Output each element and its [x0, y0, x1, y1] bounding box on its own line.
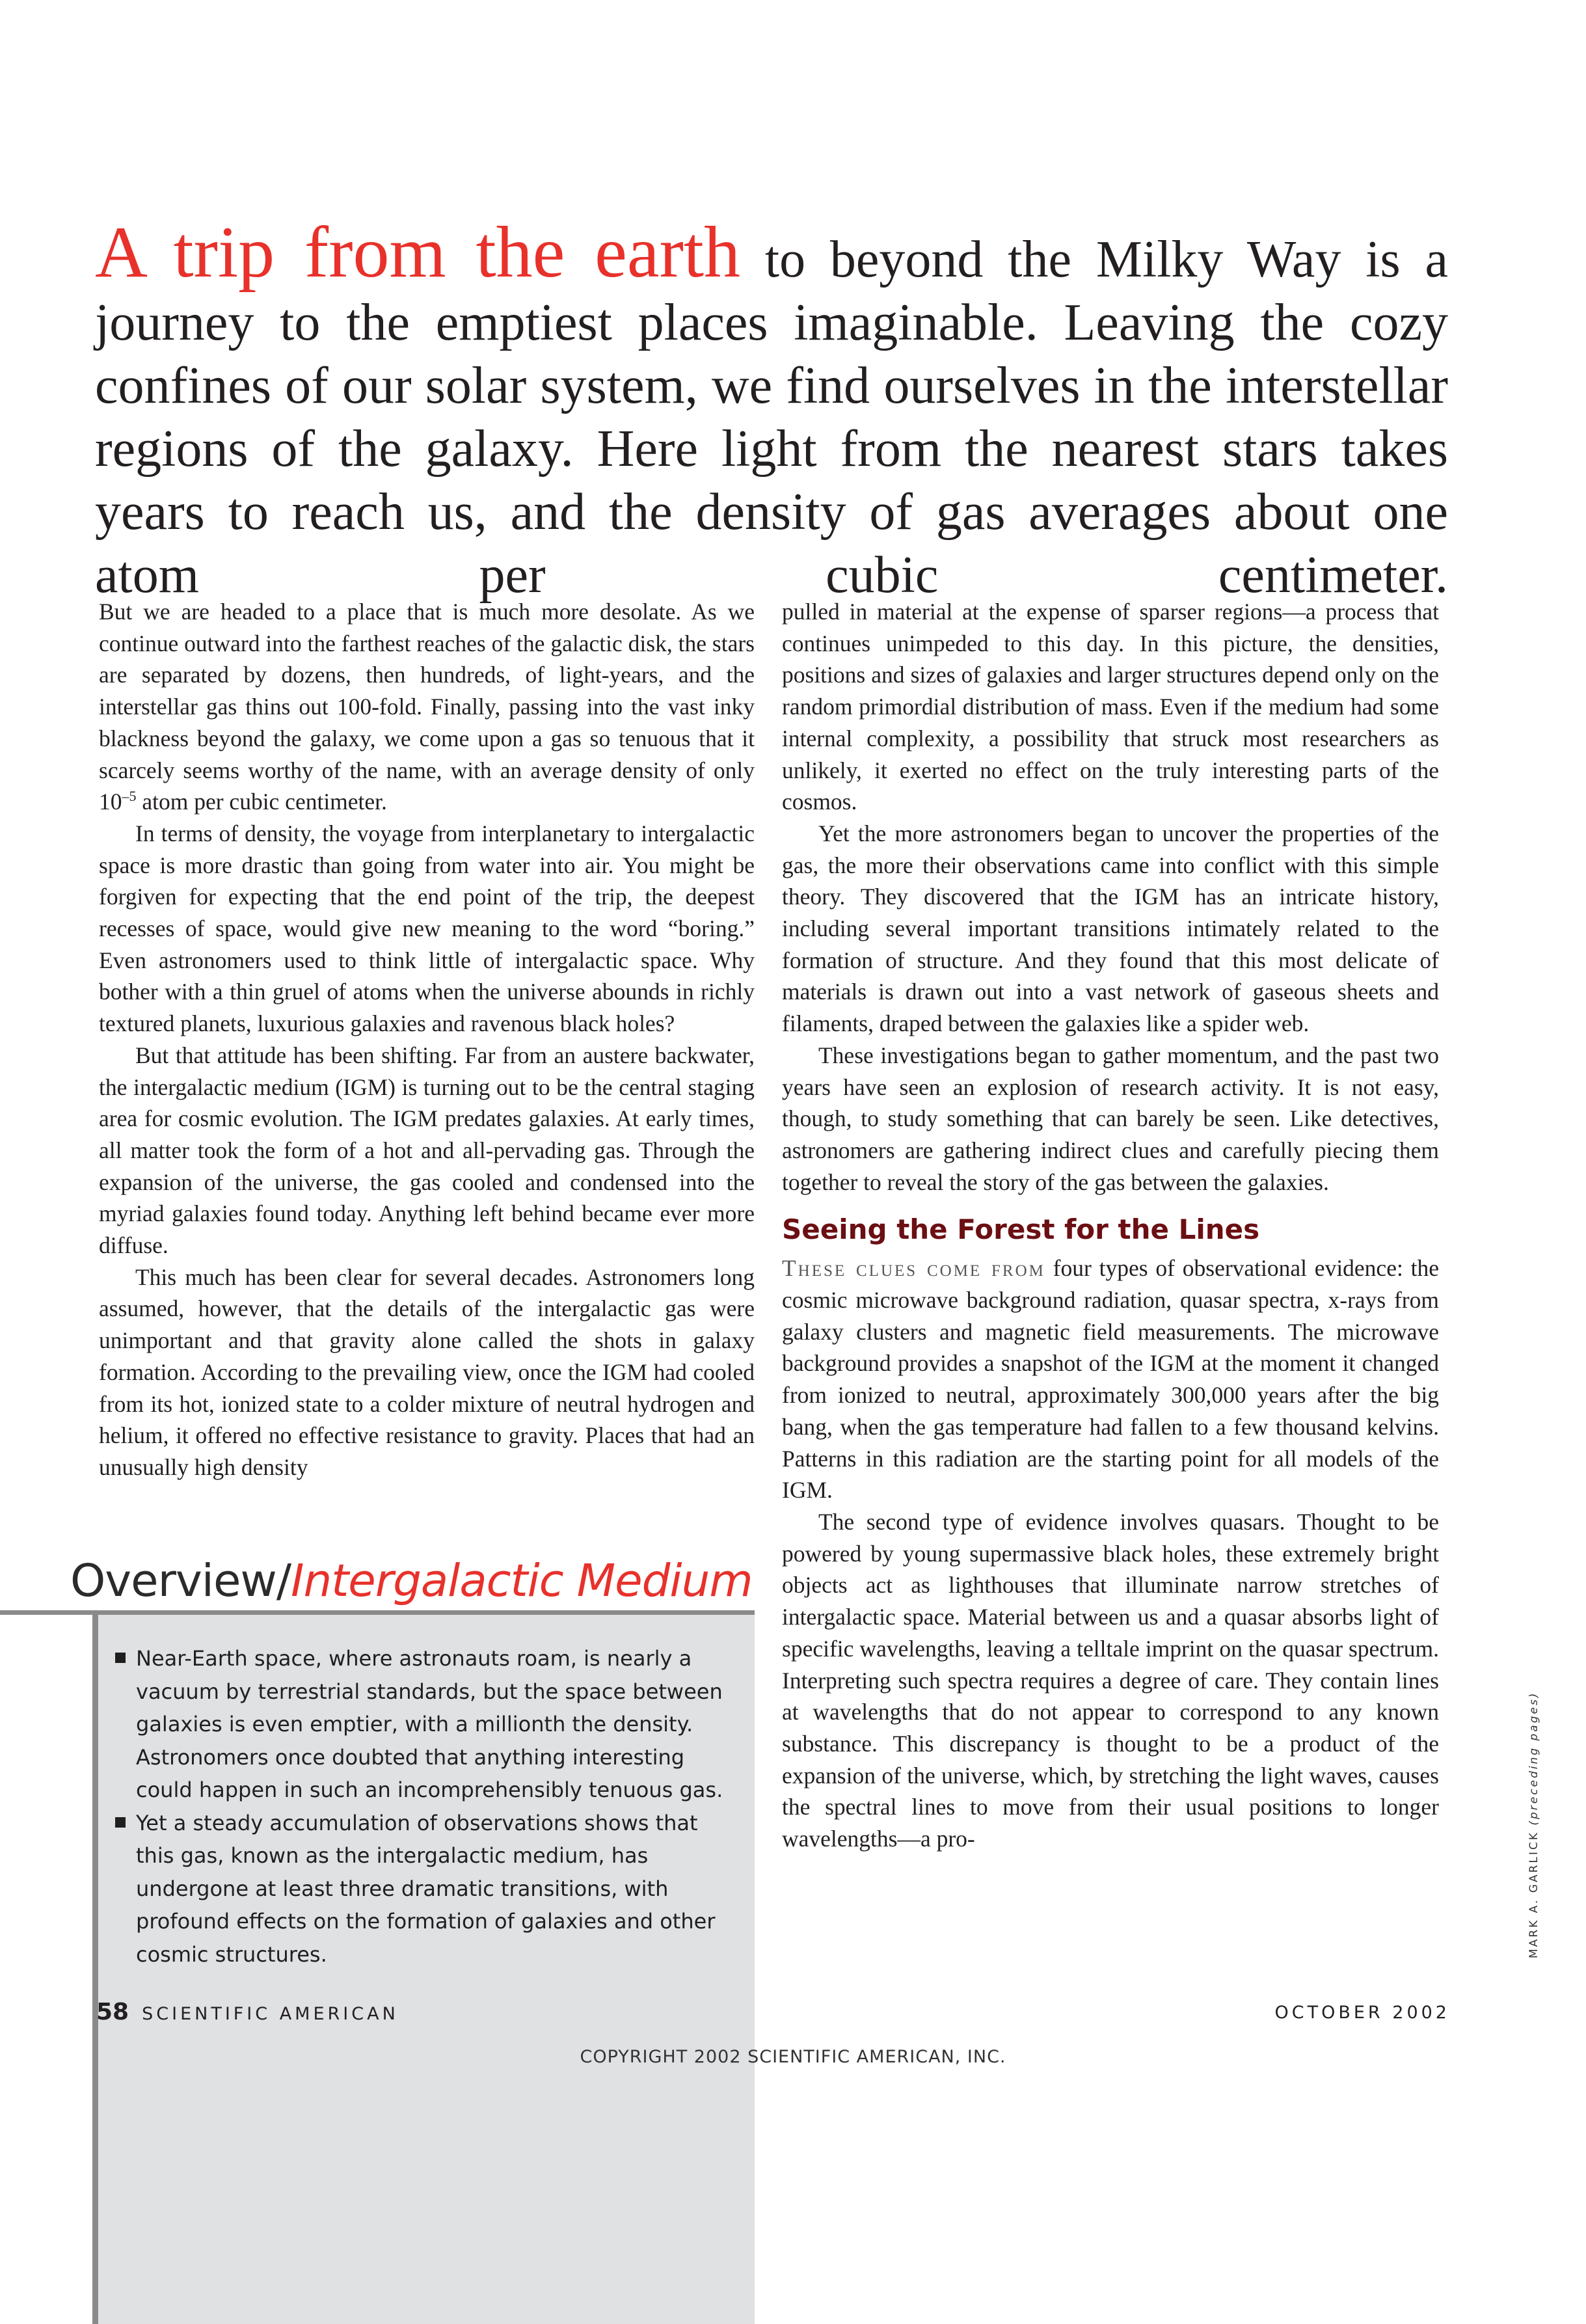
body-text: four types of observational evidence: the cosmic microwave background radiation, quasar spectra, x-rays from galaxy clusters and magnetic field measurements. The microwave background provides a snapshot of the IGM at the moment it changed from ionized to neutral, approximately 300,000 years after the big bang, when the gas temperature had fallen to a few thousand kelvins. Patterns in this radiation are the starting point for all models of the IGM.: [782, 1255, 1439, 1504]
photo-credit: [1527, 1692, 1540, 1958]
body-paragraph: But that attitude has been shifting. Far from an austere backwater, the intergalactic medium (IGM) is turning out to be the central staging area for cosmic evolution. The IGM predates galaxies. At early times, all matter took the form of a hot and all-pervading gas. Through the expansion of the universe, the gas cooled and condensed into the myriad galaxies found today. Anything left behind became ever more diffuse.: [99, 1042, 755, 1259]
body-paragraph: These investigations began to gather momentum, and the past two years have seen an explosion of research activity. It is not easy, though, to study something that can barely be seen. Like detectives, astronomers are gathering indirect clues and carefully piecing them together to reveal the story of the gas between the galaxies.: [782, 1042, 1439, 1195]
intro-paragraph: [95, 212, 1449, 607]
body-paragraph: [782, 1252, 1439, 1506]
credit-name: MARK A. GARLICK: [1527, 1831, 1540, 1958]
overview-list: [120, 1642, 729, 1971]
overview-bullet-text: Near-Earth space, where astronauts roam, is nearly a vacuum by terrestrial standards, but the space between galaxies is even emptier, with a millionth the density. Astronomers once doubted that anything interesting could happen in such an incomprehensibly tenuous gas.: [136, 1646, 723, 1802]
lead-in: These clues come from: [782, 1255, 1045, 1282]
body-paragraph: The second type of evidence involves quasars. Thought to be powered by young supermassive black holes, these extremely bright objects act as lighthouses that illuminate narrow stretches of intergalactic space. Material between us and a quasar absorbs light of specific wavelengths, leaving a telltale imprint on the quasar spectrum. Interpreting such spectra requires a degree of care. They contain lines at wavelengths that do not appear to correspond to any known substance. This discrepancy is thought to be a product of the expansion of the universe, which, by stretching the light waves, causes the spectral lines to move from their usual positions to longer wavelengths—a pro-: [782, 1508, 1439, 1852]
body-text: But we are headed to a place that is much more desolate. As we continue outward into the farthest reaches of the galactic disk, the stars are separated by dozens, then hundreds, of light-years, and the interstellar gas thins out 100-fold. Finally, passing into the vast inky blackness beyond the galaxy, we come upon a gas so tenuous that it scarcely seems worthy of the name, with an average density of only 10: [99, 599, 755, 815]
folio: [96, 1999, 399, 2025]
body-column-left: [99, 596, 755, 1483]
overview-label: Overview/: [70, 1555, 291, 1607]
overview-bullet-text: Yet a steady accumulation of observations shows that this gas, known as the intergalactic medium, has undergone at least three dramatic transitions, with profound effects on the formation of galaxies and other cosmic structures.: [136, 1810, 716, 1967]
body-paragraph: Yet the more astronomers began to uncover the properties of the gas, the more their observations came into conflict with this simple theory. They discovered that the IGM has an intricate history, including several important transitions intimately related to the formation of structure. And they found that this most delicate of materials is drawn out into a vast network of gaseous sheets and filaments, draped between the galaxies like a spider web.: [782, 820, 1439, 1037]
body-paragraph: In terms of density, the voyage from interplanetary to intergalactic space is more drastic than going from water into air. You might be forgiven for expecting that the end point of the trip, the deepest recesses of space, would give new meaning to the word “boring.” Even astronomers used to think little of intergalactic space. Why bother with a thin gruel of atoms when the universe abounds in richly textured planets, luxurious galaxies and ravenous black holes?: [99, 820, 755, 1037]
intro-text: to beyond the Milky Way is a journey to the emptiest places imaginable. Leaving the cozy confines of our solar system, we find ourselves in the interstellar regions of the galaxy. Here light from the nearest stars takes years to reach us, and the density of gas averages about one atom per cubic centimeter.: [95, 231, 1449, 604]
bullet-square-icon: [115, 1653, 126, 1663]
section-heading: Seeing the Forest for the Lines: [782, 1213, 1260, 1246]
exponent: –5: [122, 788, 137, 805]
overview-bullet: [120, 1642, 729, 1807]
issue-date: OCTOBER 2002: [1274, 2003, 1450, 2023]
credit-note: (preceding pages): [1527, 1691, 1540, 1826]
body-paragraph: pulled in material at the expense of sparser regions—a process that continues unimpeded to this day. In this picture, the densities, positions and sizes of galaxies and larger structures depend only on the random primordial distribution of mass. Even if the medium had some internal complexity, a possibility that struck most researchers as unlikely, it exerted no effect on the truly interesting parts of the cosmos.: [782, 599, 1439, 815]
publication-name: SCIENTIFIC AMERICAN: [142, 2004, 399, 2024]
body-text: atom per cubic centimeter.: [136, 789, 387, 815]
intro-lead: A trip from the earth: [95, 212, 740, 293]
overview-category: Intergalactic Medium: [291, 1555, 753, 1607]
body-paragraph: [99, 596, 755, 818]
overview-rule: [0, 1610, 755, 1615]
body-column-right: [782, 596, 1439, 1855]
bullet-square-icon: [115, 1817, 126, 1828]
overview-title: [70, 1555, 753, 1607]
page-number: 58: [96, 1999, 129, 2025]
body-paragraph: This much has been clear for several decades. Astronomers long assumed, however, that the details of the intergalactic gas were unimportant and that gravity alone called the shots in galaxy formation. According to the prevailing view, once the IGM had cooled from its hot, ionized state to a colder mixture of neutral hydrogen and helium, it offered no effective resistance to gravity. Places that had an unusually high density: [99, 1263, 755, 1480]
overview-box: [92, 1615, 755, 2324]
copyright-line: COPYRIGHT 2002 SCIENTIFIC AMERICAN, INC.: [580, 2047, 1006, 2067]
overview-bullet: [120, 1807, 729, 1971]
